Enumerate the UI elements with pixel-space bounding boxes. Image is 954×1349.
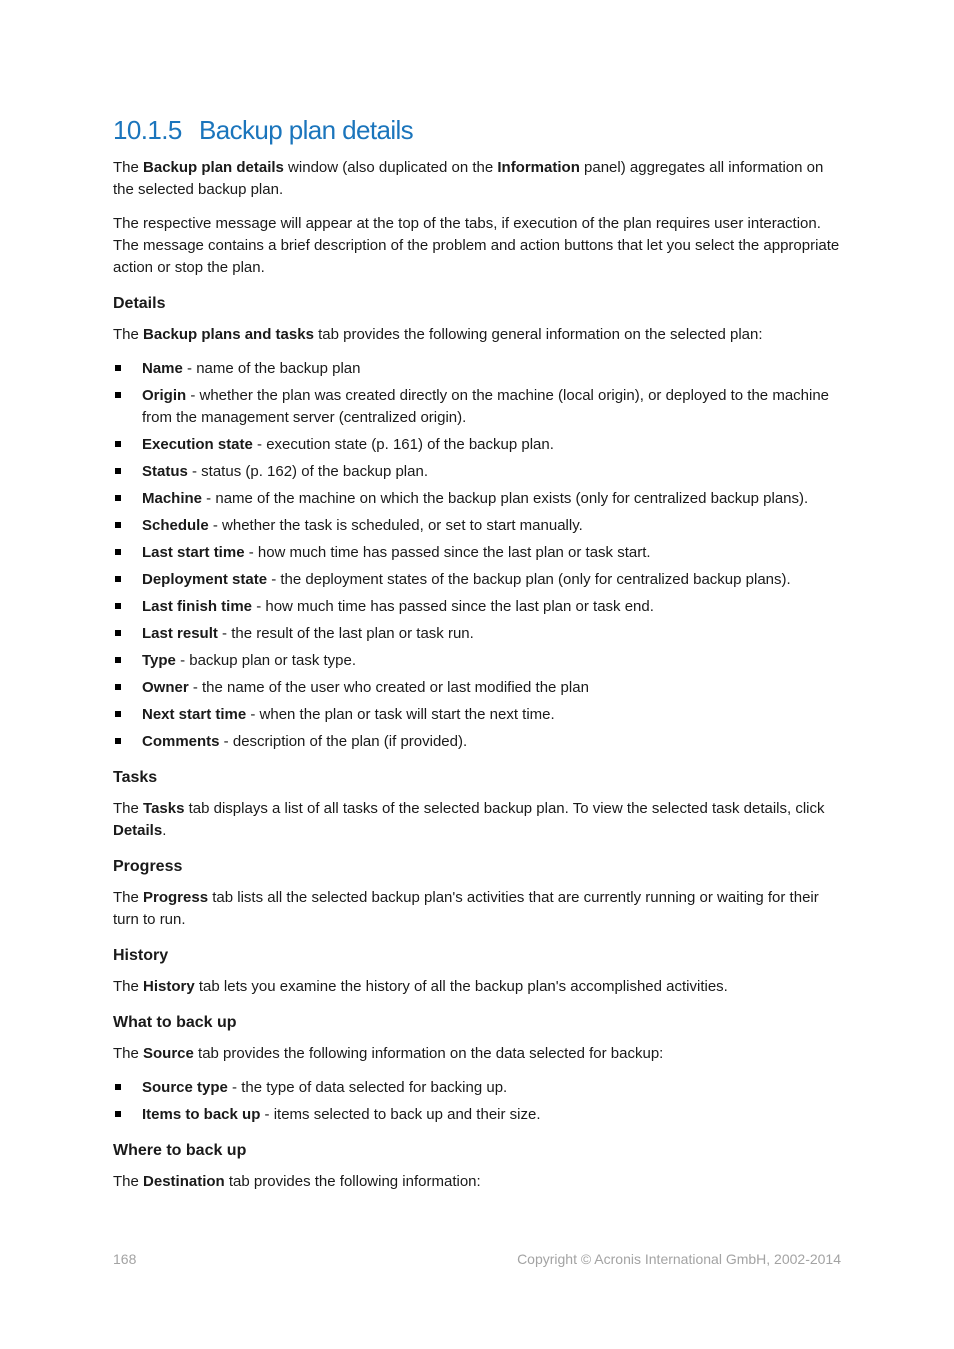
progress-paragraph: The Progress tab lists all the selected backup plan's activities that are currently running or waiting for their turn to run.: [113, 889, 819, 928]
term-progress: Progress: [143, 889, 209, 906]
list-item: Status - status (p. 162) of the backup plan.: [113, 461, 841, 483]
list-item: Last finish time - how much time has passed since the last plan or task end.: [113, 596, 841, 618]
page-content: [113, 112, 841, 1205]
list-item: Schedule - whether the task is scheduled, or set to start manually.: [113, 515, 841, 537]
what-to-back-up-heading: What to back up: [113, 1014, 237, 1031]
term-source: Source: [143, 1045, 194, 1062]
what-to-back-up-list: [113, 1077, 841, 1126]
term-destination: Destination: [143, 1173, 225, 1190]
list-item: Execution state - execution state (p. 161) of the backup plan.: [113, 434, 841, 456]
details-intro: The Backup plans and tasks tab provides the following general information on the selected plan:: [113, 326, 763, 343]
list-item: Source type - the type of data selected for backing up.: [113, 1077, 841, 1099]
list-item: Next start time - when the plan or task will start the next time.: [113, 704, 841, 726]
tasks-paragraph: The Tasks tab displays a list of all tasks of the selected backup plan. To view the selected task details, click Details.: [113, 800, 825, 839]
where-to-back-up-heading: Where to back up: [113, 1142, 247, 1159]
section-title: Backup plan details: [199, 115, 414, 145]
list-item: Machine - name of the machine on which the backup plan exists (only for centralized backup plans).: [113, 488, 841, 510]
intro-paragraph-2: The respective message will appear at the top of the tabs, if execution of the plan requires user interaction. The message contains a brief description of the problem and action buttons that let you select the appropriate action or stop the plan.: [113, 215, 840, 276]
term-backup-plans-and-tasks: Backup plans and tasks: [143, 326, 314, 343]
list-item: Origin - whether the plan was created directly on the machine (local origin), or deployed to the machine from the management server (centralized origin).: [113, 385, 841, 429]
section-heading: [113, 112, 841, 148]
what-to-back-up-intro: The Source tab provides the following information on the data selected for backup:: [113, 1045, 664, 1062]
list-item: Items to back up - items selected to back up and their size.: [113, 1104, 841, 1126]
list-item: Deployment state - the deployment states of the backup plan (only for centralized backup plans).: [113, 569, 841, 591]
page-number: 168: [113, 1251, 137, 1267]
list-item: Last start time - how much time has passed since the last plan or task start.: [113, 542, 841, 564]
section-number: 10.1.5: [113, 115, 182, 145]
tasks-heading: Tasks: [113, 769, 158, 786]
history-paragraph: The History tab lets you examine the history of all the backup plan's accomplished activities.: [113, 978, 728, 995]
progress-heading: Progress: [113, 858, 183, 875]
list-item: Comments - description of the plan (if provided).: [113, 731, 841, 753]
history-heading: History: [113, 947, 169, 964]
list-item: Type - backup plan or task type.: [113, 650, 841, 672]
page-footer: [113, 1251, 841, 1267]
term-information: Information: [497, 159, 580, 176]
term-details: Details: [113, 822, 163, 839]
list-item: Last result - the result of the last plan or task run.: [113, 623, 841, 645]
where-to-back-up-intro: The Destination tab provides the following information:: [113, 1173, 481, 1190]
list-item: Name - name of the backup plan: [113, 358, 841, 380]
copyright-notice: Copyright © Acronis International GmbH, 2002-2014: [517, 1251, 841, 1267]
intro-paragraph-1: The Backup plan details window (also duplicated on the Information panel) aggregates all information on the selected backup plan.: [113, 159, 824, 198]
term-backup-plan-details: Backup plan details: [143, 159, 284, 176]
details-heading: Details: [113, 295, 166, 312]
details-list: [113, 358, 841, 753]
term-history: History: [143, 978, 195, 995]
list-item: Owner - the name of the user who created or last modified the plan: [113, 677, 841, 699]
term-tasks: Tasks: [143, 800, 185, 817]
